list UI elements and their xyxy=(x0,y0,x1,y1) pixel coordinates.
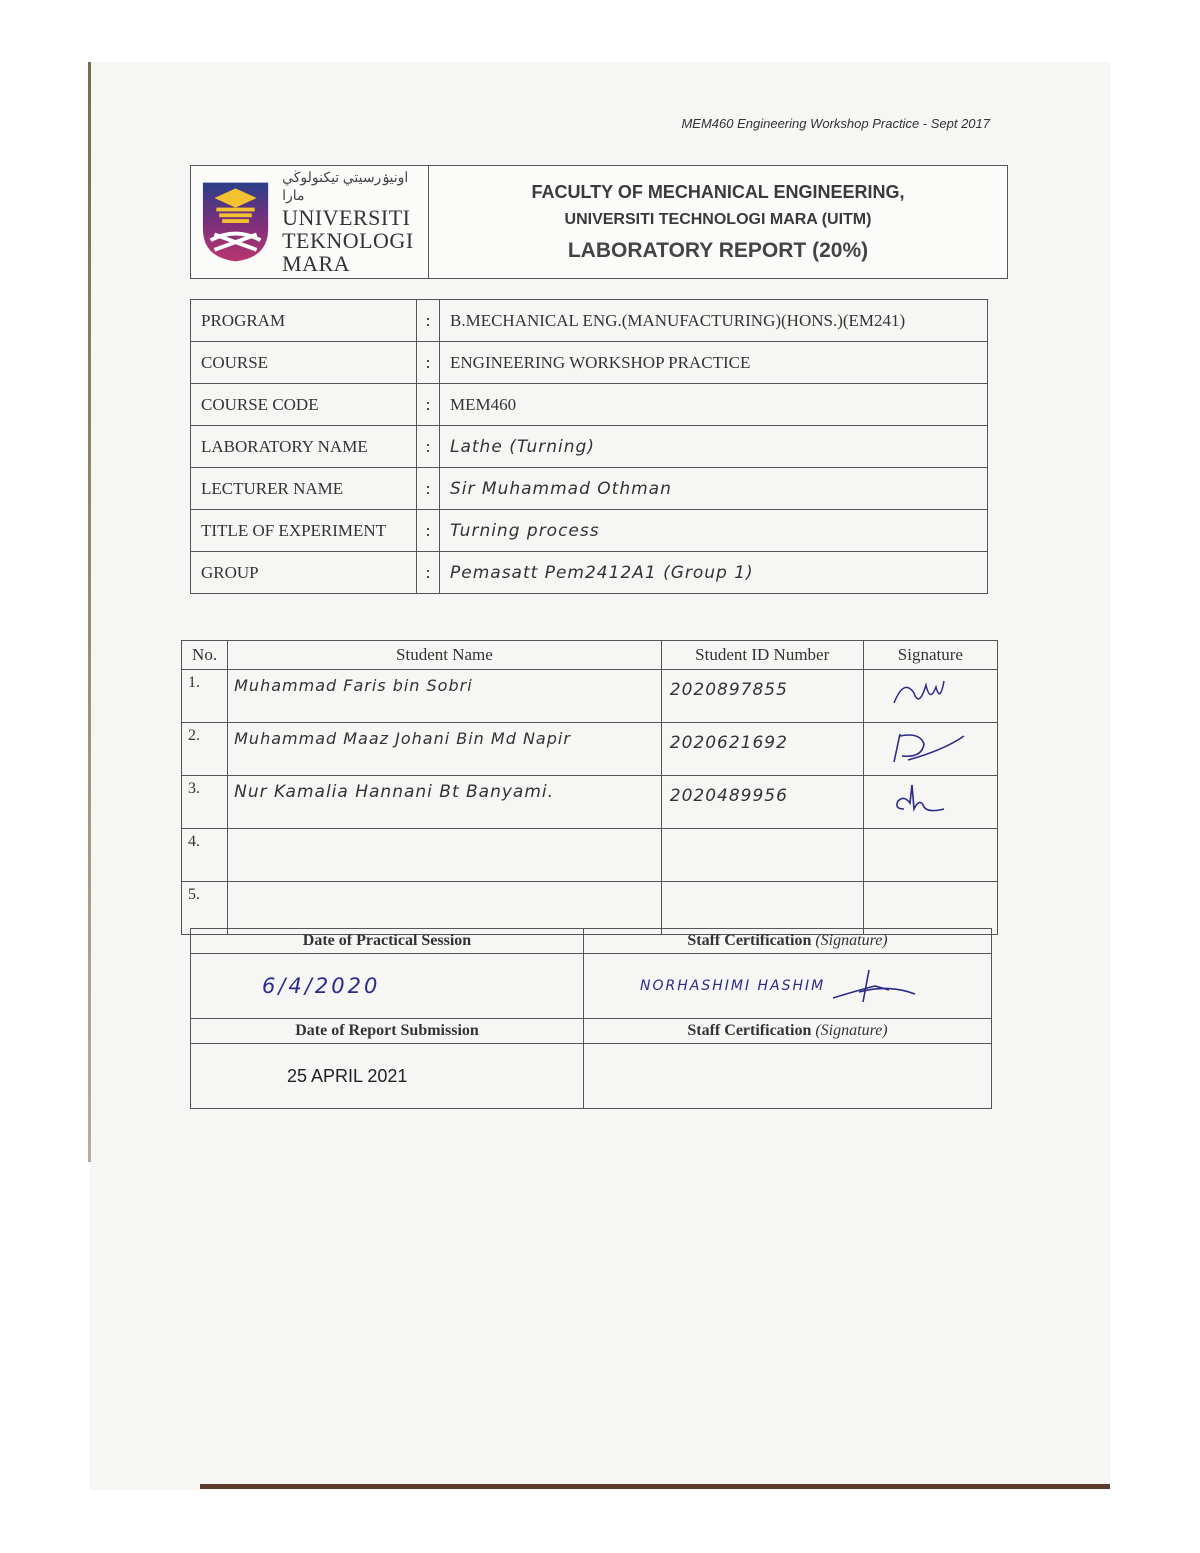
row-number: 2. xyxy=(182,723,228,776)
student-signature xyxy=(863,670,997,723)
info-label: TITLE OF EXPERIMENT xyxy=(191,510,417,552)
row-number: 5. xyxy=(182,882,228,935)
student-name: Nur Kamalia Hannani Bt Banyami. xyxy=(228,776,662,829)
dates-header-row xyxy=(191,929,992,954)
report-title-block xyxy=(429,166,1007,278)
student-row xyxy=(182,882,998,935)
signature-icon xyxy=(864,673,992,715)
logo-wordmark xyxy=(282,170,428,275)
info-value: B.MECHANICAL ENG.(MANUFACTURING)(HONS.)(EM241) xyxy=(440,300,988,342)
signature-icon xyxy=(864,726,992,768)
info-row-program xyxy=(191,300,988,342)
staff-signature-icon xyxy=(829,964,919,1008)
staff-name: NORHASHIMI HASHIM xyxy=(640,977,826,994)
student-table xyxy=(181,640,998,935)
signature-icon xyxy=(864,779,992,821)
staff-certification-label: Staff Certification (Signature) xyxy=(584,1019,992,1044)
row-number: 1. xyxy=(182,670,228,723)
info-label: GROUP xyxy=(191,552,417,594)
info-row-laboratory-name xyxy=(191,426,988,468)
student-name: Muhammad Maaz Johani Bin Md Napir xyxy=(228,723,662,776)
university-title: UNIVERSITI TECHNOLOGI MARA (UITM) xyxy=(564,210,872,228)
info-row-lecturer-name xyxy=(191,468,988,510)
student-row xyxy=(182,723,998,776)
student-signature xyxy=(863,882,997,935)
student-signature xyxy=(863,776,997,829)
info-colon: : xyxy=(417,552,440,594)
staff-signature-cell-empty xyxy=(584,1044,992,1109)
dates-submission-row xyxy=(191,1044,992,1109)
student-signature xyxy=(863,829,997,882)
student-id: 2020489956 xyxy=(661,776,863,829)
info-colon: : xyxy=(417,300,440,342)
info-row-title-of-experiment xyxy=(191,510,988,552)
info-label: COURSE xyxy=(191,342,417,384)
info-colon: : xyxy=(417,384,440,426)
dates-practical-row xyxy=(191,954,992,1019)
report-title: LABORATORY REPORT (20%) xyxy=(567,238,869,262)
practical-session-date-cell xyxy=(191,954,584,1019)
info-value-handwritten: Turning process xyxy=(440,510,988,552)
info-value: MEM460 xyxy=(440,384,988,426)
student-id: 2020897855 xyxy=(661,670,863,723)
info-row-course xyxy=(191,342,988,384)
logo-arabic-text: اونيۏرسيتي تيكنولوڬي مارا xyxy=(282,170,409,204)
info-label: LECTURER NAME xyxy=(191,468,417,510)
dates-header-row xyxy=(191,1019,992,1044)
practical-session-date: 6/4/2020 xyxy=(262,974,381,998)
student-row xyxy=(182,670,998,723)
report-submission-date-cell xyxy=(191,1044,584,1109)
header-student-id: Student ID Number xyxy=(661,641,863,670)
student-name: Muhammad Faris bin Sobri xyxy=(228,670,662,723)
info-value-handwritten: Lathe (Turning) xyxy=(440,426,988,468)
student-signature xyxy=(863,723,997,776)
info-label: LABORATORY NAME xyxy=(191,426,417,468)
faculty-title: FACULTY OF MECHANICAL ENGINEERING, xyxy=(531,181,905,202)
logo-word-teknologi: TEKNOLOGI xyxy=(282,227,414,253)
info-row-course-code xyxy=(191,384,988,426)
course-info-table xyxy=(190,299,988,594)
report-submission-date: 25 APRIL 2021 xyxy=(287,1065,408,1086)
header-no: No. xyxy=(182,641,228,670)
student-id xyxy=(661,829,863,882)
header-student-name: Student Name xyxy=(228,641,662,670)
staff-certification-label: Staff Certification (Signature) xyxy=(584,929,992,954)
info-colon: : xyxy=(417,510,440,552)
info-colon: : xyxy=(417,342,440,384)
student-row xyxy=(182,829,998,882)
info-label: COURSE CODE xyxy=(191,384,417,426)
student-name xyxy=(228,829,662,882)
student-id xyxy=(661,882,863,935)
info-colon: : xyxy=(417,426,440,468)
info-label: PROGRAM xyxy=(191,300,417,342)
student-id: 2020621692 xyxy=(661,723,863,776)
student-row xyxy=(182,776,998,829)
header-signature: Signature xyxy=(863,641,997,670)
dates-table xyxy=(190,928,992,1109)
uitm-logo xyxy=(191,166,429,278)
logo-word-mara: MARA xyxy=(282,250,351,276)
logo-word-universiti: UNIVERSITI xyxy=(282,204,411,230)
info-value-handwritten: Pemasatt Pem2412A1 (Group 1) xyxy=(440,552,988,594)
info-value: ENGINEERING WORKSHOP PRACTICE xyxy=(440,342,988,384)
student-table-header xyxy=(182,641,998,670)
row-number: 3. xyxy=(182,776,228,829)
course-header-note: MEM460 Engineering Workshop Practice - Sept 2017 xyxy=(681,116,990,131)
info-colon: : xyxy=(417,468,440,510)
info-row-group xyxy=(191,552,988,594)
uitm-crest-icon xyxy=(201,179,270,265)
page-edge-shadow xyxy=(88,62,91,1162)
row-number: 4. xyxy=(182,829,228,882)
report-submission-label: Date of Report Submission xyxy=(191,1019,584,1044)
info-value-handwritten: Sir Muhammad Othman xyxy=(440,468,988,510)
student-name xyxy=(228,882,662,935)
staff-signature-cell xyxy=(584,954,992,1019)
report-header xyxy=(190,165,1008,279)
page-bottom-edge xyxy=(200,1484,1110,1489)
practical-session-label: Date of Practical Session xyxy=(191,929,584,954)
